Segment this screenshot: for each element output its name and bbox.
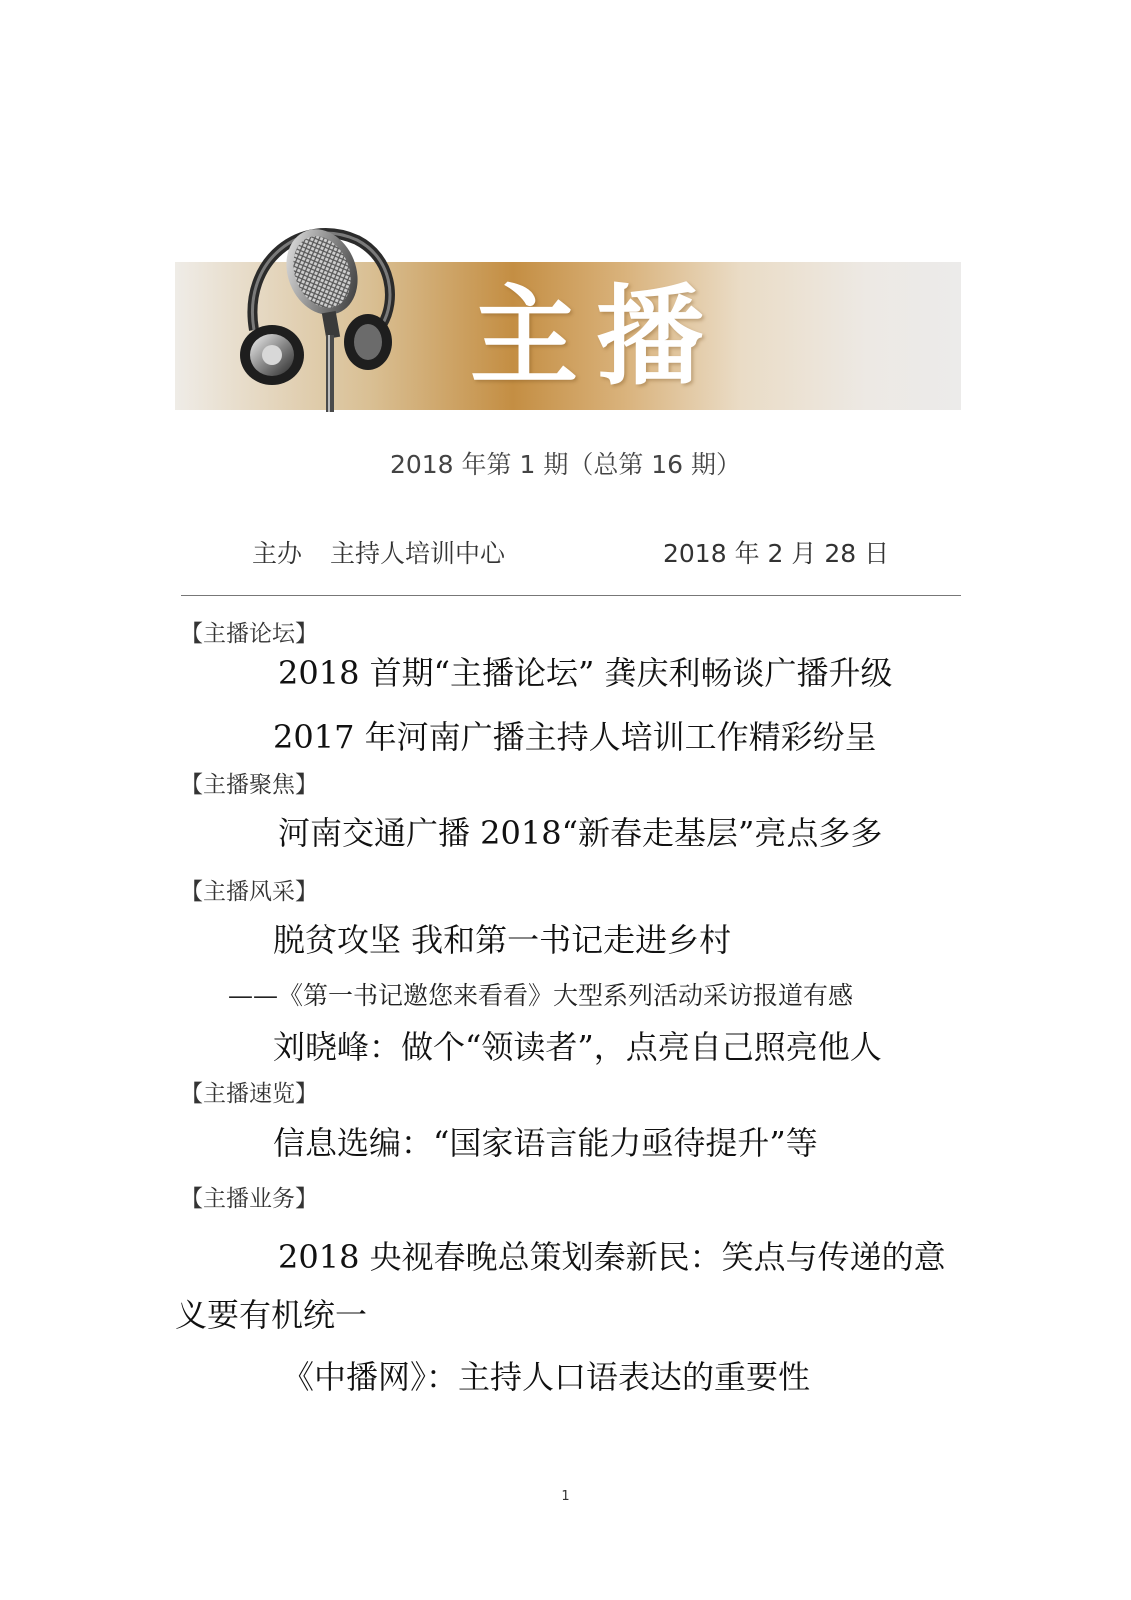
section-label: 【主播论坛】 bbox=[180, 621, 318, 647]
divider bbox=[181, 595, 961, 596]
sponsor-org: 主持人培训中心 bbox=[330, 539, 506, 568]
headline-subtitle: ——《第一书记邀您来看看》大型系列活动采访报道有感 bbox=[228, 981, 854, 1010]
headline: 2017 年河南广播主持人培训工作精彩纷呈 bbox=[273, 718, 877, 756]
section-label: 【主播速览】 bbox=[180, 1081, 318, 1107]
sponsor-line bbox=[252, 534, 505, 570]
section-label: 【主播聚焦】 bbox=[180, 772, 318, 798]
page-number: 1 bbox=[561, 1489, 570, 1504]
section-label: 【主播业务】 bbox=[180, 1186, 318, 1212]
headline: 脱贫攻坚 我和第一书记走进乡村 bbox=[273, 921, 732, 959]
issue-line: 2018 年第 1 期（总第 16 期） bbox=[389, 450, 742, 479]
publish-date: 2018 年 2 月 28 日 bbox=[663, 539, 890, 568]
headline: 《中播网》：主持人口语表达的重要性 bbox=[282, 1358, 811, 1396]
headline: 信息选编：“国家语言能力亟待提升”等 bbox=[273, 1124, 818, 1162]
microphone-headphones-icon bbox=[232, 220, 402, 412]
headline: 刘晓峰：做个“领读者”，点亮自己照亮他人 bbox=[273, 1028, 882, 1066]
headline: 2018 央视春晚总策划秦新民：笑点与传递的意义要有机统一 bbox=[175, 1238, 946, 1334]
sponsor-label: 主办 bbox=[252, 539, 303, 568]
headline: 2018 首期“主播论坛” 龚庆利畅谈广播升级 bbox=[278, 654, 893, 692]
headline: 河南交通广播 2018“新春走基层”亮点多多 bbox=[278, 814, 883, 852]
section-label: 【主播风采】 bbox=[180, 879, 318, 905]
masthead-title: 主播 bbox=[470, 274, 723, 400]
